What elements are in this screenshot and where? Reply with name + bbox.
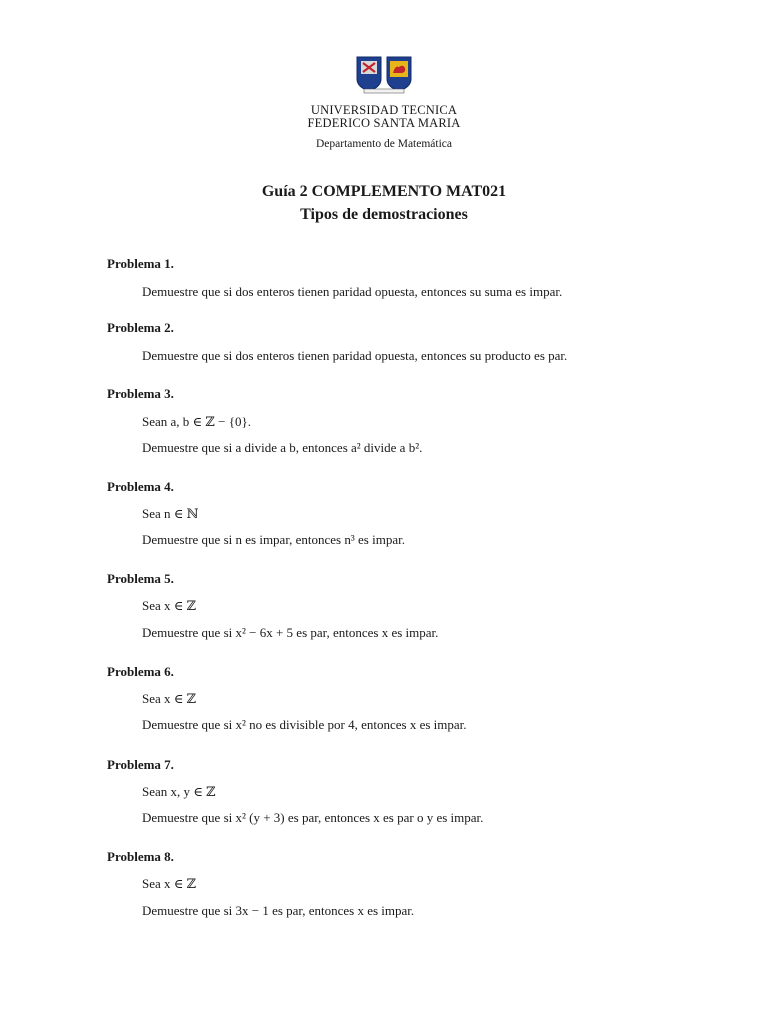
university-name-line2: FEDERICO SANTA MARIA — [307, 116, 461, 130]
problem-statement: Demuestre que si 3x − 1 es par, entonces x es impar. — [142, 903, 415, 918]
problem-5 — [107, 571, 667, 640]
problem-hypothesis: Sean x, y ∈ ℤ — [142, 784, 216, 799]
problem-statement: Demuestre que si dos enteros tienen paridad opuesta, entonces su producto es par. — [142, 348, 568, 363]
document-subtitle: Tipos de demostraciones — [300, 206, 468, 223]
problem-statement: Demuestre que si x² (y + 3) es par, entonces x es par o y es impar. — [142, 810, 484, 825]
problem-hypothesis: Sea x ∈ ℤ — [142, 691, 197, 706]
university-crest-icon — [354, 55, 414, 95]
problem-statement: Demuestre que si x² − 6x + 5 es par, entonces x es impar. — [142, 625, 439, 640]
problem-3 — [107, 386, 667, 455]
problem-statement: Demuestre que si dos enteros tienen paridad opuesta, entonces su suma es impar. — [142, 284, 563, 299]
problem-statement: Demuestre que si n es impar, entonces n³ es impar. — [142, 532, 405, 547]
problem-6 — [107, 664, 667, 732]
problem-hypothesis: Sea n ∈ ℕ — [142, 506, 199, 521]
problem-hypothesis: Sea x ∈ ℤ — [142, 598, 197, 613]
problem-hypothesis: Sea x ∈ ℤ — [142, 876, 197, 891]
university-name-line1: UNIVERSIDAD TECNICA — [310, 103, 458, 117]
problem-2 — [107, 320, 667, 363]
document-title: Guía 2 COMPLEMENTO MAT021 — [261, 183, 507, 200]
problem-4 — [107, 479, 667, 547]
problem-statement: Demuestre que si a divide a b, entonces a² divide a b². — [142, 440, 423, 455]
problem-8 — [107, 849, 667, 918]
problem-heading: Problema 7. — [107, 757, 174, 772]
problem-heading: Problema 2. — [107, 320, 174, 335]
problem-hypothesis: Sean a, b ∈ ℤ − {0}. — [142, 414, 251, 429]
problem-heading: Problema 4. — [107, 479, 174, 494]
problem-heading: Problema 3. — [107, 386, 174, 401]
problem-statement: Demuestre que si x² no es divisible por 4, entonces x es impar. — [142, 717, 467, 732]
problem-heading: Problema 6. — [107, 664, 174, 679]
problem-7 — [107, 757, 667, 825]
problem-heading: Problema 8. — [107, 849, 174, 864]
department-name: Departamento de Matemática — [315, 138, 453, 150]
problem-1 — [107, 256, 667, 299]
problem-heading: Problema 1. — [107, 256, 174, 271]
problem-heading: Problema 5. — [107, 571, 174, 586]
